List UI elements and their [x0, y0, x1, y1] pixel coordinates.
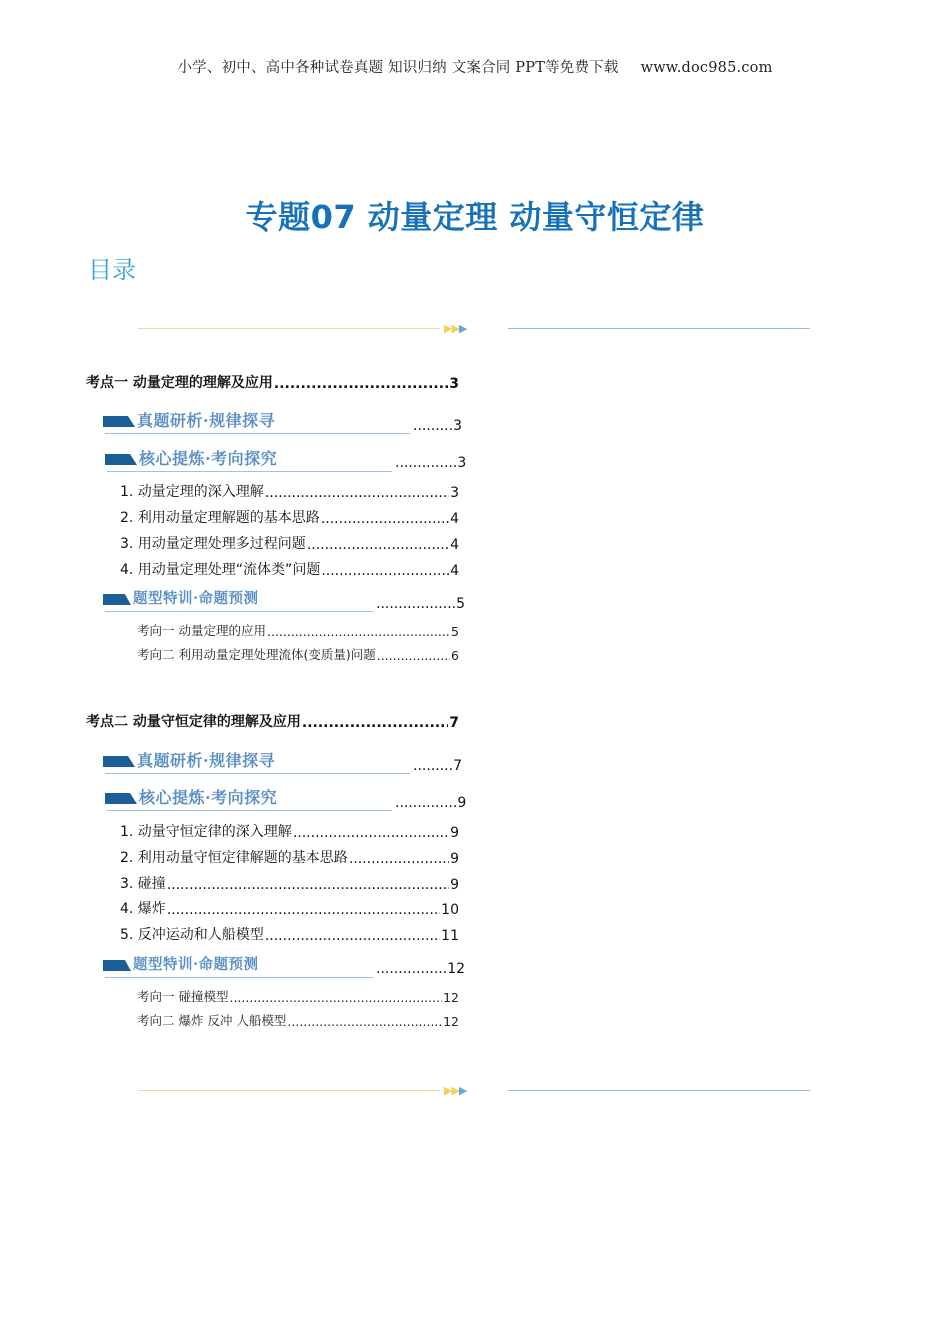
bottom-divider [0, 1083, 950, 1099]
toc-subitem-text: 考向二 利用动量定理处理流体(变质量)问题 [137, 647, 376, 662]
divider-line-right [508, 328, 810, 329]
document-title: 专题07 动量定理 动量守恒定律 [245, 198, 705, 236]
leader-dots [265, 928, 440, 944]
page-number: 7 [453, 758, 462, 774]
toc-item-text: 3. 用动量定理处理多过程问题 [120, 536, 306, 552]
banner-text: 题型特训·命题预测 [133, 956, 259, 973]
banner-page-2[interactable] [395, 455, 466, 471]
leader-dots [302, 715, 448, 731]
leader-dots [287, 1014, 442, 1029]
page-number: 3 [457, 455, 467, 471]
toc-heading-text: 考点二 动量守恒定律的理解及应用 [86, 714, 301, 730]
page-number: 4 [450, 537, 459, 553]
toc-item[interactable] [120, 559, 459, 579]
page-header [0, 56, 950, 77]
banner-page-1[interactable] [413, 418, 462, 434]
banner-core-2 [105, 787, 395, 811]
banner-arrow-icon [103, 416, 135, 427]
leader-dots [321, 563, 449, 579]
page-number: 7 [449, 715, 459, 731]
banner-arrow-icon [103, 756, 135, 767]
divider-line-left [138, 328, 440, 329]
banner-underline [105, 977, 373, 978]
toc-item-text: 2. 利用动量守恒定律解题的基本思路 [120, 850, 348, 866]
page-number: 3 [449, 376, 459, 392]
toc-item-text: 1. 动量定理的深入理解 [120, 484, 264, 500]
banner-text: 核心提炼·考向探究 [139, 449, 278, 468]
banner-page-4[interactable] [413, 758, 462, 774]
toc-item-text: 3. 碰撞 [120, 876, 166, 892]
leader-dots [349, 851, 449, 867]
divider-arrows-icon: ▶▶▶ [444, 1084, 467, 1097]
toc-heading-text: 考点一 动量定理的理解及应用 [86, 375, 273, 391]
page-number: 9 [450, 851, 459, 867]
banner-real-exam-2 [103, 750, 413, 774]
toc-subitem[interactable] [137, 1011, 459, 1029]
banner-training-2 [103, 954, 378, 978]
toc-heading-2[interactable] [86, 711, 459, 731]
page-number: 4 [450, 563, 459, 579]
page-number: 5 [456, 596, 466, 612]
banner-arrow-icon [103, 594, 131, 605]
toc-item[interactable] [120, 481, 459, 501]
leader-dots: ................ [376, 961, 448, 977]
toc-item-text: 2. 利用动量定理解题的基本思路 [120, 510, 320, 526]
page-number: 4 [450, 511, 459, 527]
banner-training-1 [103, 588, 378, 612]
toc-subitem[interactable] [137, 987, 459, 1005]
leader-dots [167, 877, 449, 893]
toc-item-text: 1. 动量守恒定律的深入理解 [120, 824, 292, 840]
toc-item[interactable] [120, 533, 459, 553]
toc-item[interactable] [120, 847, 459, 867]
toc-item[interactable] [120, 873, 459, 893]
banner-text: 核心提炼·考向探究 [139, 788, 278, 807]
banner-text: 真题研析·规律探寻 [137, 411, 276, 430]
leader-dots [321, 511, 449, 527]
page-number: 3 [450, 485, 459, 501]
divider-arrows-icon: ▶▶▶ [444, 322, 467, 335]
toc-item[interactable] [120, 898, 459, 918]
banner-underline [105, 433, 410, 434]
leader-dots: .............. [395, 455, 458, 471]
page-number: 9 [457, 795, 467, 811]
divider-line-left [138, 1090, 440, 1091]
banner-core-1 [105, 448, 395, 472]
banner-text: 题型特训·命题预测 [133, 590, 259, 607]
toc-heading-1[interactable] [86, 372, 459, 392]
toc-subitem-text: 考向一 碰撞模型 [137, 989, 229, 1004]
banner-real-exam-1 [103, 410, 413, 434]
banner-underline [107, 471, 392, 472]
page-number: 3 [453, 418, 462, 434]
header-text: 小学、初中、高中各种试卷真题 知识归纳 文案合同 PPT等免费下载 [177, 60, 619, 76]
page-number: 10 [441, 902, 459, 918]
leader-dots [307, 537, 449, 553]
page-number: 9 [450, 825, 459, 841]
toc-item[interactable] [120, 507, 459, 527]
leader-dots [267, 624, 450, 639]
banner-page-3[interactable] [376, 596, 465, 612]
page-number: 9 [450, 877, 459, 893]
banner-arrow-icon [105, 793, 137, 804]
banner-page-5[interactable] [395, 795, 466, 811]
leader-dots [167, 902, 440, 918]
banner-underline [105, 773, 410, 774]
toc-label: 目录 [88, 256, 136, 284]
banner-arrow-icon [105, 454, 137, 465]
banner-page-6[interactable] [376, 961, 465, 977]
leader-dots [377, 648, 450, 663]
leader-dots [229, 990, 442, 1005]
page-number: 12 [443, 990, 459, 1005]
page-number: 5 [451, 624, 459, 639]
banner-arrow-icon [103, 960, 131, 971]
leader-dots: .............. [395, 795, 458, 811]
divider-line-right [508, 1090, 810, 1091]
page-number: 6 [451, 648, 459, 663]
toc-item[interactable] [120, 924, 459, 944]
top-divider [0, 321, 950, 337]
leader-dots [274, 376, 448, 392]
leader-dots [293, 825, 449, 841]
banner-underline [105, 611, 373, 612]
leader-dots: ......... [413, 418, 454, 434]
page-number: 11 [441, 928, 459, 944]
leader-dots [265, 485, 449, 501]
leader-dots: .................. [376, 596, 457, 612]
leader-dots: ......... [413, 758, 454, 774]
page-number: 12 [443, 1014, 459, 1029]
banner-text: 真题研析·规律探寻 [137, 751, 276, 770]
toc-item-text: 5. 反冲运动和人船模型 [120, 927, 264, 943]
toc-item[interactable] [120, 821, 459, 841]
toc-subitem-text: 考向一 动量定理的应用 [137, 623, 266, 638]
header-url[interactable]: www.doc985.com [640, 60, 773, 76]
toc-item-text: 4. 爆炸 [120, 901, 166, 917]
toc-item-text: 4. 用动量定理处理“流体类”问题 [120, 562, 321, 578]
toc-subitem[interactable] [137, 621, 459, 639]
banner-underline [107, 810, 392, 811]
toc-subitem-text: 考向二 爆炸 反冲 人船模型 [137, 1013, 287, 1028]
page-number: 12 [447, 961, 466, 977]
toc-subitem[interactable] [137, 645, 459, 663]
